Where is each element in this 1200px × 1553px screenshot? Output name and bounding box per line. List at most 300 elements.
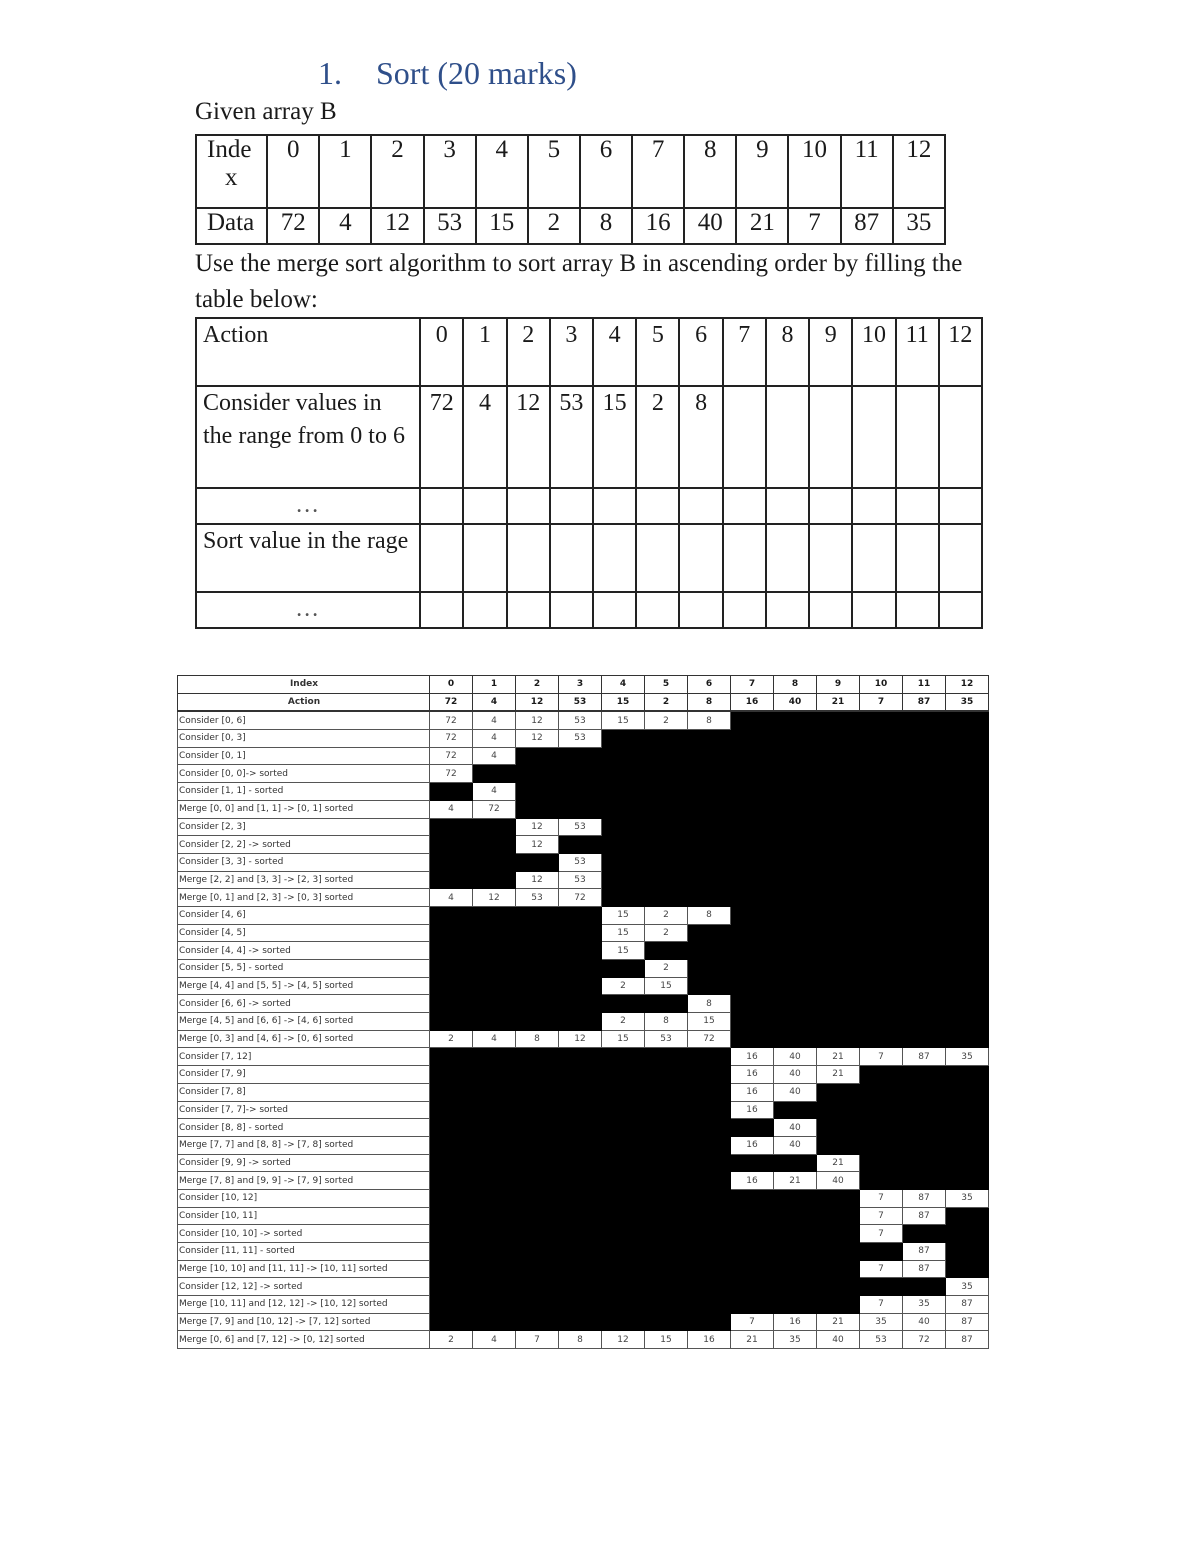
trace-blank-cell: [946, 871, 989, 889]
trace-value-cell: 53: [645, 1030, 688, 1048]
trace-blank-cell: [602, 871, 645, 889]
fill-index-header: 10: [852, 318, 895, 386]
trace-blank-cell: [860, 836, 903, 854]
trace-initial-cell: 15: [602, 693, 645, 711]
trace-blank-cell: [473, 836, 516, 854]
fill-value-cell[interactable]: [679, 488, 722, 524]
trace-value-cell: 72: [559, 889, 602, 907]
trace-blank-cell: [774, 977, 817, 995]
given-index-cell: 3: [424, 135, 476, 208]
trace-blank-cell: [860, 747, 903, 765]
trace-blank-cell: [731, 818, 774, 836]
fill-value-cell[interactable]: [507, 592, 550, 628]
trace-blank-cell: [903, 977, 946, 995]
given-data-cell: 16: [632, 208, 684, 244]
fill-value-cell[interactable]: [766, 524, 809, 592]
fill-value-cell[interactable]: [852, 488, 895, 524]
trace-value-cell: 12: [516, 730, 559, 748]
trace-blank-cell: [903, 995, 946, 1013]
trace-blank-cell: [860, 1136, 903, 1154]
trace-blank-cell: [860, 800, 903, 818]
trace-value-cell: 87: [903, 1260, 946, 1278]
trace-blank-cell: [946, 889, 989, 907]
given-data-cell: 21: [736, 208, 788, 244]
fill-value-cell[interactable]: [507, 488, 550, 524]
trace-blank-cell: [817, 1101, 860, 1119]
trace-row-label: Merge [0, 0] and [1, 1] -> [0, 1] sorted: [178, 800, 430, 818]
trace-value-cell: 53: [559, 730, 602, 748]
trace-blank-cell: [430, 853, 473, 871]
trace-row: [178, 711, 989, 729]
trace-blank-cell: [559, 942, 602, 960]
fill-row: [196, 488, 982, 524]
trace-blank-cell: [473, 1048, 516, 1066]
trace-initial-cell: 2: [645, 693, 688, 711]
trace-blank-cell: [645, 995, 688, 1013]
trace-value-cell: 35: [860, 1313, 903, 1331]
trace-blank-cell: [473, 1189, 516, 1207]
trace-value-cell: 35: [774, 1331, 817, 1349]
trace-blank-cell: [430, 942, 473, 960]
fill-index-header: 5: [636, 318, 679, 386]
trace-blank-cell: [473, 853, 516, 871]
trace-blank-cell: [516, 747, 559, 765]
fill-value-cell[interactable]: [723, 386, 766, 488]
trace-initial-cell: 16: [731, 693, 774, 711]
trace-blank-cell: [903, 924, 946, 942]
trace-blank-cell: [946, 1066, 989, 1084]
trace-blank-cell: [946, 783, 989, 801]
trace-initial-cell: 12: [516, 693, 559, 711]
trace-blank-cell: [817, 853, 860, 871]
trace-blank-cell: [946, 765, 989, 783]
given-index-cell: 0: [267, 135, 319, 208]
trace-blank-cell: [903, 783, 946, 801]
fill-value-cell[interactable]: 2: [636, 386, 679, 488]
trace-blank-cell: [860, 1101, 903, 1119]
trace-blank-cell: [645, 1172, 688, 1190]
trace-blank-cell: [688, 730, 731, 748]
trace-blank-cell: [903, 747, 946, 765]
trace-blank-cell: [645, 783, 688, 801]
trace-blank-cell: [688, 747, 731, 765]
trace-blank-cell: [688, 1101, 731, 1119]
trace-value-cell: 4: [430, 889, 473, 907]
fill-value-cell[interactable]: 4: [463, 386, 506, 488]
trace-blank-cell: [516, 924, 559, 942]
fill-value-cell[interactable]: [593, 488, 636, 524]
given-index-row: [196, 135, 945, 208]
trace-blank-cell: [817, 1083, 860, 1101]
trace-blank-cell: [946, 906, 989, 924]
trace-blank-cell: [559, 1207, 602, 1225]
trace-value-cell: 72: [430, 765, 473, 783]
fill-value-cell[interactable]: [896, 386, 939, 488]
fill-value-cell[interactable]: [463, 524, 506, 592]
trace-blank-cell: [645, 871, 688, 889]
trace-blank-cell: [817, 1225, 860, 1243]
trace-blank-cell: [559, 977, 602, 995]
given-index-cell: 7: [632, 135, 684, 208]
fill-value-cell[interactable]: [723, 524, 766, 592]
fill-value-cell[interactable]: [507, 524, 550, 592]
trace-blank-cell: [473, 906, 516, 924]
trace-blank-cell: [774, 711, 817, 729]
trace-row: [178, 1154, 989, 1172]
trace-blank-cell: [516, 1119, 559, 1137]
fill-value-cell[interactable]: [463, 592, 506, 628]
trace-row: [178, 1172, 989, 1190]
trace-row-label: Consider [6, 6] -> sorted: [178, 995, 430, 1013]
fill-value-cell[interactable]: [636, 592, 679, 628]
trace-value-cell: 7: [516, 1331, 559, 1349]
fill-index-header: 7: [723, 318, 766, 386]
trace-blank-cell: [903, 942, 946, 960]
trace-blank-cell: [731, 1278, 774, 1296]
trace-blank-cell: [430, 1048, 473, 1066]
trace-blank-cell: [817, 1207, 860, 1225]
trace-blank-cell: [860, 1013, 903, 1031]
trace-value-cell: 35: [946, 1278, 989, 1296]
trace-value-cell: 4: [473, 1030, 516, 1048]
trace-value-cell: 8: [645, 1013, 688, 1031]
trace-row: [178, 1136, 989, 1154]
trace-blank-cell: [645, 1101, 688, 1119]
trace-value-cell: 87: [946, 1313, 989, 1331]
trace-blank-cell: [860, 853, 903, 871]
fill-value-cell[interactable]: [420, 488, 463, 524]
trace-blank-cell: [602, 1066, 645, 1084]
trace-blank-cell: [516, 1066, 559, 1084]
trace-blank-cell: [645, 942, 688, 960]
trace-blank-cell: [946, 1030, 989, 1048]
trace-row: [178, 1313, 989, 1331]
trace-blank-cell: [688, 800, 731, 818]
trace-value-cell: 2: [430, 1331, 473, 1349]
fill-value-cell[interactable]: 8: [679, 386, 722, 488]
trace-value-cell: 2: [645, 960, 688, 978]
trace-blank-cell: [774, 942, 817, 960]
trace-row-label: Merge [0, 1] and [2, 3] -> [0, 3] sorted: [178, 889, 430, 907]
trace-row-label: Consider [9, 9] -> sorted: [178, 1154, 430, 1172]
trace-blank-cell: [860, 977, 903, 995]
trace-blank-cell: [946, 977, 989, 995]
trace-blank-cell: [602, 853, 645, 871]
trace-index-cell: 0: [430, 676, 473, 694]
fill-value-cell[interactable]: [939, 488, 982, 524]
trace-row-label: Consider [10, 12]: [178, 1189, 430, 1207]
trace-blank-cell: [473, 995, 516, 1013]
fill-index-header: 2: [507, 318, 550, 386]
trace-value-cell: 21: [817, 1154, 860, 1172]
trace-blank-cell: [559, 1243, 602, 1261]
fill-value-cell[interactable]: [636, 524, 679, 592]
trace-blank-cell: [559, 1119, 602, 1137]
trace-blank-cell: [946, 1207, 989, 1225]
fill-value-cell[interactable]: [939, 386, 982, 488]
trace-blank-cell: [559, 1225, 602, 1243]
trace-value-cell: 35: [946, 1189, 989, 1207]
trace-value-cell: 72: [430, 711, 473, 729]
fill-value-cell[interactable]: [896, 488, 939, 524]
fill-row: [196, 524, 982, 592]
trace-row: [178, 977, 989, 995]
trace-blank-cell: [516, 977, 559, 995]
trace-blank-cell: [602, 1313, 645, 1331]
trace-blank-cell: [645, 730, 688, 748]
fill-value-cell[interactable]: [679, 524, 722, 592]
trace-value-cell: 16: [731, 1101, 774, 1119]
trace-index-cell: 11: [903, 676, 946, 694]
trace-value-cell: 2: [430, 1030, 473, 1048]
trace-value-cell: 4: [473, 730, 516, 748]
fill-value-cell[interactable]: [723, 592, 766, 628]
trace-blank-cell: [602, 1101, 645, 1119]
trace-row-label: Consider [0, 0]-> sorted: [178, 765, 430, 783]
trace-blank-cell: [774, 1207, 817, 1225]
trace-blank-cell: [559, 747, 602, 765]
trace-blank-cell: [817, 1189, 860, 1207]
trace-blank-cell: [731, 800, 774, 818]
fill-value-cell[interactable]: [852, 386, 895, 488]
trace-value-cell: 12: [516, 711, 559, 729]
fill-value-cell[interactable]: [809, 386, 852, 488]
trace-blank-cell: [731, 942, 774, 960]
fill-value-cell[interactable]: [723, 488, 766, 524]
trace-blank-cell: [860, 1172, 903, 1190]
trace-blank-cell: [903, 1278, 946, 1296]
trace-blank-cell: [602, 1260, 645, 1278]
trace-blank-cell: [516, 1296, 559, 1314]
trace-blank-cell: [946, 1119, 989, 1137]
trace-value-cell: 21: [817, 1313, 860, 1331]
trace-index-cell: 2: [516, 676, 559, 694]
trace-value-cell: 35: [903, 1296, 946, 1314]
trace-blank-cell: [731, 1260, 774, 1278]
trace-value-cell: 4: [473, 747, 516, 765]
trace-blank-cell: [817, 730, 860, 748]
merge-sort-trace-table: [177, 675, 989, 1349]
trace-value-cell: 21: [817, 1066, 860, 1084]
fill-value-cell[interactable]: [766, 592, 809, 628]
trace-blank-cell: [817, 1243, 860, 1261]
given-data-row: [196, 208, 945, 244]
fill-header-row: [196, 318, 982, 386]
trace-blank-cell: [903, 765, 946, 783]
trace-blank-cell: [645, 1313, 688, 1331]
fill-value-cell[interactable]: [420, 524, 463, 592]
trace-blank-cell: [903, 800, 946, 818]
trace-blank-cell: [903, 836, 946, 854]
trace-blank-cell: [817, 977, 860, 995]
trace-blank-cell: [473, 1296, 516, 1314]
trace-blank-cell: [559, 1260, 602, 1278]
trace-value-cell: 21: [731, 1331, 774, 1349]
trace-blank-cell: [602, 783, 645, 801]
trace-blank-cell: [946, 711, 989, 729]
trace-row: [178, 1030, 989, 1048]
trace-blank-cell: [559, 1136, 602, 1154]
trace-blank-cell: [602, 1083, 645, 1101]
trace-blank-cell: [817, 818, 860, 836]
trace-row: [178, 818, 989, 836]
fill-value-cell[interactable]: 53: [550, 386, 593, 488]
trace-row-label: Consider [4, 6]: [178, 906, 430, 924]
fill-value-cell[interactable]: [809, 592, 852, 628]
trace-blank-cell: [688, 1048, 731, 1066]
trace-blank-cell: [688, 1136, 731, 1154]
trace-blank-cell: [774, 1030, 817, 1048]
trace-blank-cell: [731, 730, 774, 748]
trace-value-cell: 40: [774, 1119, 817, 1137]
trace-blank-cell: [731, 1154, 774, 1172]
trace-blank-cell: [731, 1030, 774, 1048]
trace-value-cell: 16: [731, 1083, 774, 1101]
trace-blank-cell: [602, 1243, 645, 1261]
fill-value-cell[interactable]: [939, 592, 982, 628]
trace-initial-cell: 8: [688, 693, 731, 711]
trace-row-label: Consider [11, 11] - sorted: [178, 1243, 430, 1261]
trace-blank-cell: [688, 1207, 731, 1225]
trace-blank-cell: [473, 1225, 516, 1243]
trace-blank-cell: [645, 1243, 688, 1261]
fill-value-cell[interactable]: [550, 488, 593, 524]
trace-blank-cell: [774, 836, 817, 854]
trace-value-cell: 16: [731, 1136, 774, 1154]
trace-blank-cell: [516, 1243, 559, 1261]
trace-value-cell: 16: [731, 1172, 774, 1190]
trace-blank-cell: [430, 836, 473, 854]
fill-value-cell[interactable]: [593, 592, 636, 628]
trace-blank-cell: [688, 1119, 731, 1137]
trace-row-label: Merge [10, 10] and [11, 11] -> [10, 11] sorted: [178, 1260, 430, 1278]
trace-blank-cell: [645, 1083, 688, 1101]
trace-blank-cell: [688, 836, 731, 854]
trace-blank-cell: [516, 1313, 559, 1331]
trace-blank-cell: [473, 977, 516, 995]
trace-blank-cell: [774, 906, 817, 924]
fill-value-cell[interactable]: [593, 524, 636, 592]
fill-value-cell[interactable]: [679, 592, 722, 628]
fill-value-cell[interactable]: 15: [593, 386, 636, 488]
trace-blank-cell: [774, 995, 817, 1013]
trace-row-label: Consider [3, 3] - sorted: [178, 853, 430, 871]
trace-row: [178, 1066, 989, 1084]
trace-row-label: Merge [2, 2] and [3, 3] -> [2, 3] sorted: [178, 871, 430, 889]
given-index-cell: 9: [736, 135, 788, 208]
fill-value-cell[interactable]: 12: [507, 386, 550, 488]
trace-blank-cell: [473, 1136, 516, 1154]
trace-blank-cell: [731, 1013, 774, 1031]
fill-value-cell[interactable]: [896, 592, 939, 628]
trace-row-label: Consider [12, 12] -> sorted: [178, 1278, 430, 1296]
trace-blank-cell: [602, 889, 645, 907]
trace-value-cell: 8: [516, 1030, 559, 1048]
fill-value-cell[interactable]: [939, 524, 982, 592]
trace-value-cell: 8: [688, 995, 731, 1013]
fill-value-cell[interactable]: [463, 488, 506, 524]
given-data-cell: 40: [684, 208, 736, 244]
trace-row: [178, 1331, 989, 1349]
fill-value-cell[interactable]: 72: [420, 386, 463, 488]
trace-row-label: Consider [0, 1]: [178, 747, 430, 765]
trace-row: [178, 1101, 989, 1119]
fill-value-cell[interactable]: [420, 592, 463, 628]
trace-value-cell: 7: [860, 1296, 903, 1314]
trace-blank-cell: [774, 1189, 817, 1207]
trace-row-label: Consider [8, 8] - sorted: [178, 1119, 430, 1137]
fill-value-cell[interactable]: [809, 488, 852, 524]
trace-blank-cell: [688, 1313, 731, 1331]
fill-action-cell: Sort value in the rage: [196, 524, 420, 592]
trace-value-cell: 15: [602, 942, 645, 960]
fill-value-cell[interactable]: [766, 386, 809, 488]
trace-blank-cell: [430, 1278, 473, 1296]
trace-blank-cell: [473, 924, 516, 942]
trace-blank-cell: [903, 818, 946, 836]
trace-index-cell: 4: [602, 676, 645, 694]
fill-index-header: 0: [420, 318, 463, 386]
fill-value-cell[interactable]: [896, 524, 939, 592]
trace-blank-cell: [731, 1119, 774, 1137]
given-array-table: [195, 134, 946, 245]
trace-blank-cell: [903, 960, 946, 978]
trace-blank-cell: [688, 1278, 731, 1296]
trace-initial-row: [178, 693, 989, 711]
trace-blank-cell: [860, 711, 903, 729]
trace-blank-cell: [473, 818, 516, 836]
trace-blank-cell: [645, 889, 688, 907]
fill-index-header: 6: [679, 318, 722, 386]
trace-blank-cell: [473, 960, 516, 978]
fill-value-cell[interactable]: [766, 488, 809, 524]
trace-blank-cell: [516, 1278, 559, 1296]
trace-blank-cell: [473, 871, 516, 889]
trace-blank-cell: [731, 871, 774, 889]
trace-blank-cell: [946, 853, 989, 871]
trace-blank-cell: [731, 1296, 774, 1314]
trace-blank-cell: [903, 1013, 946, 1031]
trace-value-cell: 12: [602, 1331, 645, 1349]
trace-blank-cell: [430, 1207, 473, 1225]
trace-blank-cell: [430, 1119, 473, 1137]
trace-blank-cell: [817, 960, 860, 978]
trace-row-label: Consider [2, 2] -> sorted: [178, 836, 430, 854]
fill-value-cell[interactable]: [550, 524, 593, 592]
trace-blank-cell: [817, 995, 860, 1013]
trace-row: [178, 1083, 989, 1101]
trace-blank-cell: [602, 1136, 645, 1154]
trace-blank-cell: [817, 800, 860, 818]
trace-row-label: Merge [0, 3] and [4, 6] -> [0, 6] sorted: [178, 1030, 430, 1048]
trace-value-cell: 2: [602, 1013, 645, 1031]
trace-blank-cell: [946, 1225, 989, 1243]
fill-value-cell[interactable]: [809, 524, 852, 592]
trace-value-cell: 8: [688, 711, 731, 729]
trace-index-cell: 10: [860, 676, 903, 694]
fill-value-cell[interactable]: [636, 488, 679, 524]
trace-row-label: Consider [7, 9]: [178, 1066, 430, 1084]
trace-row-label: Consider [7, 7]-> sorted: [178, 1101, 430, 1119]
fill-value-cell[interactable]: [852, 524, 895, 592]
trace-blank-cell: [817, 871, 860, 889]
trace-blank-cell: [473, 942, 516, 960]
trace-blank-cell: [946, 818, 989, 836]
trace-blank-cell: [430, 783, 473, 801]
fill-value-cell[interactable]: [550, 592, 593, 628]
trace-blank-cell: [559, 1189, 602, 1207]
fill-value-cell[interactable]: [852, 592, 895, 628]
